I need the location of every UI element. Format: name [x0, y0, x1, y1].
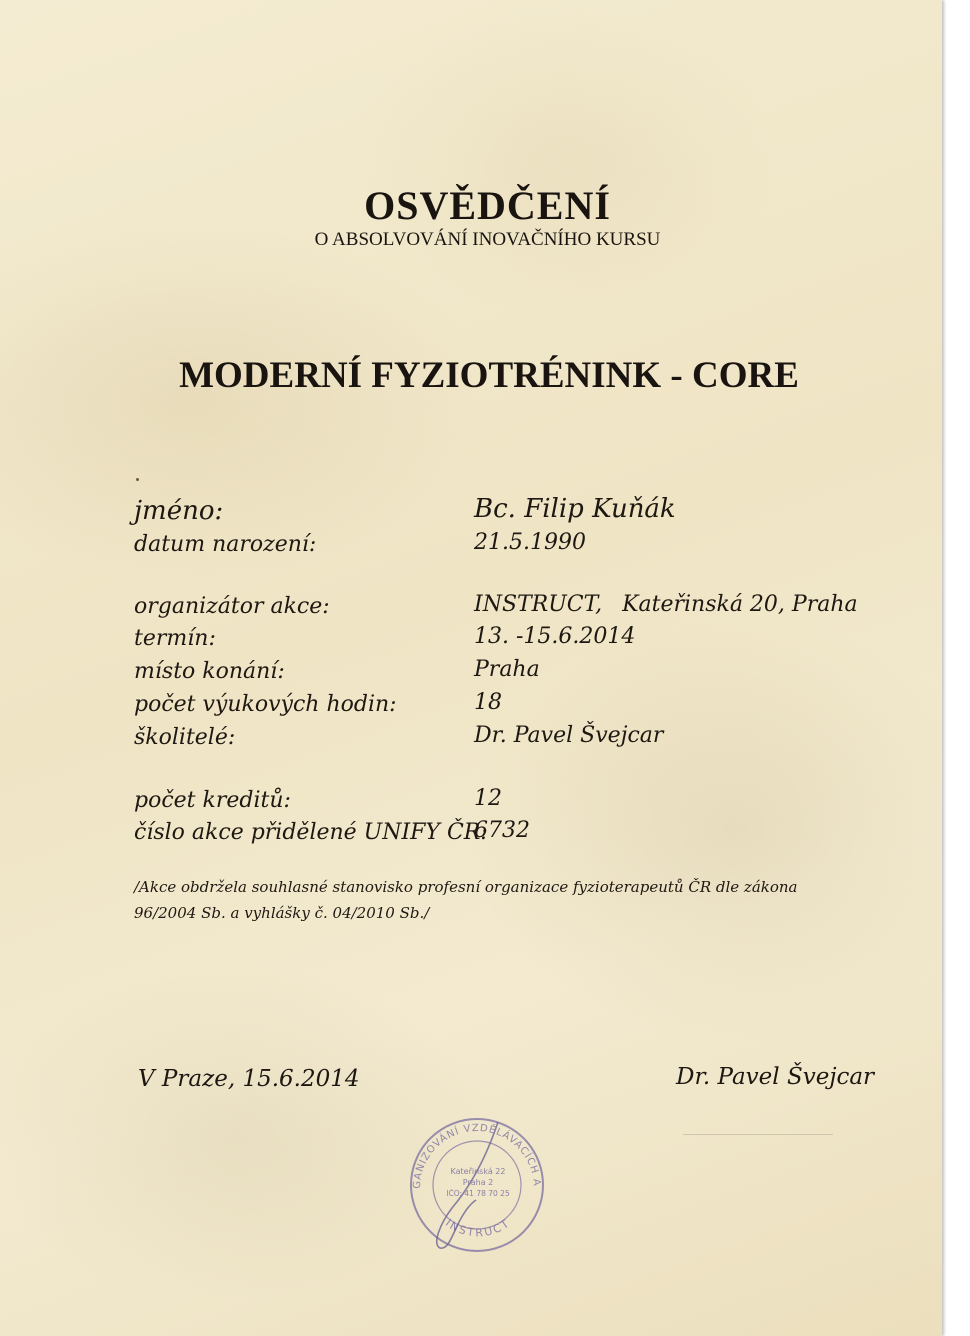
name-label: jméno:: [134, 496, 224, 526]
hours-label: počet výukových hodin:: [134, 692, 397, 717]
organizer-value: [474, 592, 858, 617]
event-number-label: číslo akce přidělené UNIFY ČR:: [134, 820, 488, 845]
organizer-label: organizátor akce:: [134, 594, 330, 619]
venue-value: Praha: [474, 657, 540, 682]
certificate-title: OSVĚDČENÍ: [364, 183, 611, 228]
stamp-line-3: IČO: 41 78 70 25: [446, 1189, 510, 1198]
legal-note: /Akce obdržela souhlasné stanovisko profesní organizace fyzioterapeutů ČR dle zákona 96/2004 Sb. a vyhlášky č. 04/2010 Sb./: [134, 878, 798, 922]
svg-text:INSTRUCT: [443, 1216, 513, 1239]
credits-label: počet kreditů:: [134, 788, 291, 813]
stamp-seal-icon: [404, 1112, 550, 1258]
place-and-date: V Praze, 15.6.2014: [138, 1066, 360, 1092]
event-number-value: 6732: [474, 818, 530, 843]
decorative-dot: [136, 478, 139, 481]
birth-date-label: datum narození:: [134, 532, 317, 557]
trainers-label: školitelé:: [134, 725, 236, 750]
venue-label: místo konání:: [134, 659, 285, 684]
organization-stamp: [404, 1112, 550, 1258]
birth-date-value: 21.5.1990: [474, 530, 586, 555]
stamp-name: INSTRUCT: [443, 1216, 513, 1240]
signature-line: [683, 1134, 833, 1135]
stamp-line-1: Kateřinská 22: [450, 1167, 506, 1176]
trainers-value: Dr. Pavel Švejcar: [474, 723, 664, 748]
term-value: 13. -15.6.2014: [474, 624, 636, 649]
stamp-ring-text: GANIZOVÁNÍ VZDĚLÁVACÍCH A: [411, 1122, 543, 1190]
name-value: Bc. Filip Kuňák: [474, 494, 676, 524]
certificate-subtitle: O ABSOLVOVÁNÍ INOVAČNÍHO KURSU: [314, 229, 661, 250]
signer-name: Dr. Pavel Švejcar: [676, 1064, 875, 1090]
term-label: termín:: [134, 626, 216, 651]
stamp-line-2: Praha 2: [462, 1178, 494, 1187]
hours-value: 18: [474, 690, 502, 715]
organizer-name: INSTRUCT,: [474, 592, 603, 617]
course-name: MODERNÍ FYZIOTRÉNINK - CORE: [179, 355, 799, 396]
credits-value: 12: [474, 786, 502, 811]
organizer-address: Kateřinská 20, Praha: [622, 592, 858, 617]
